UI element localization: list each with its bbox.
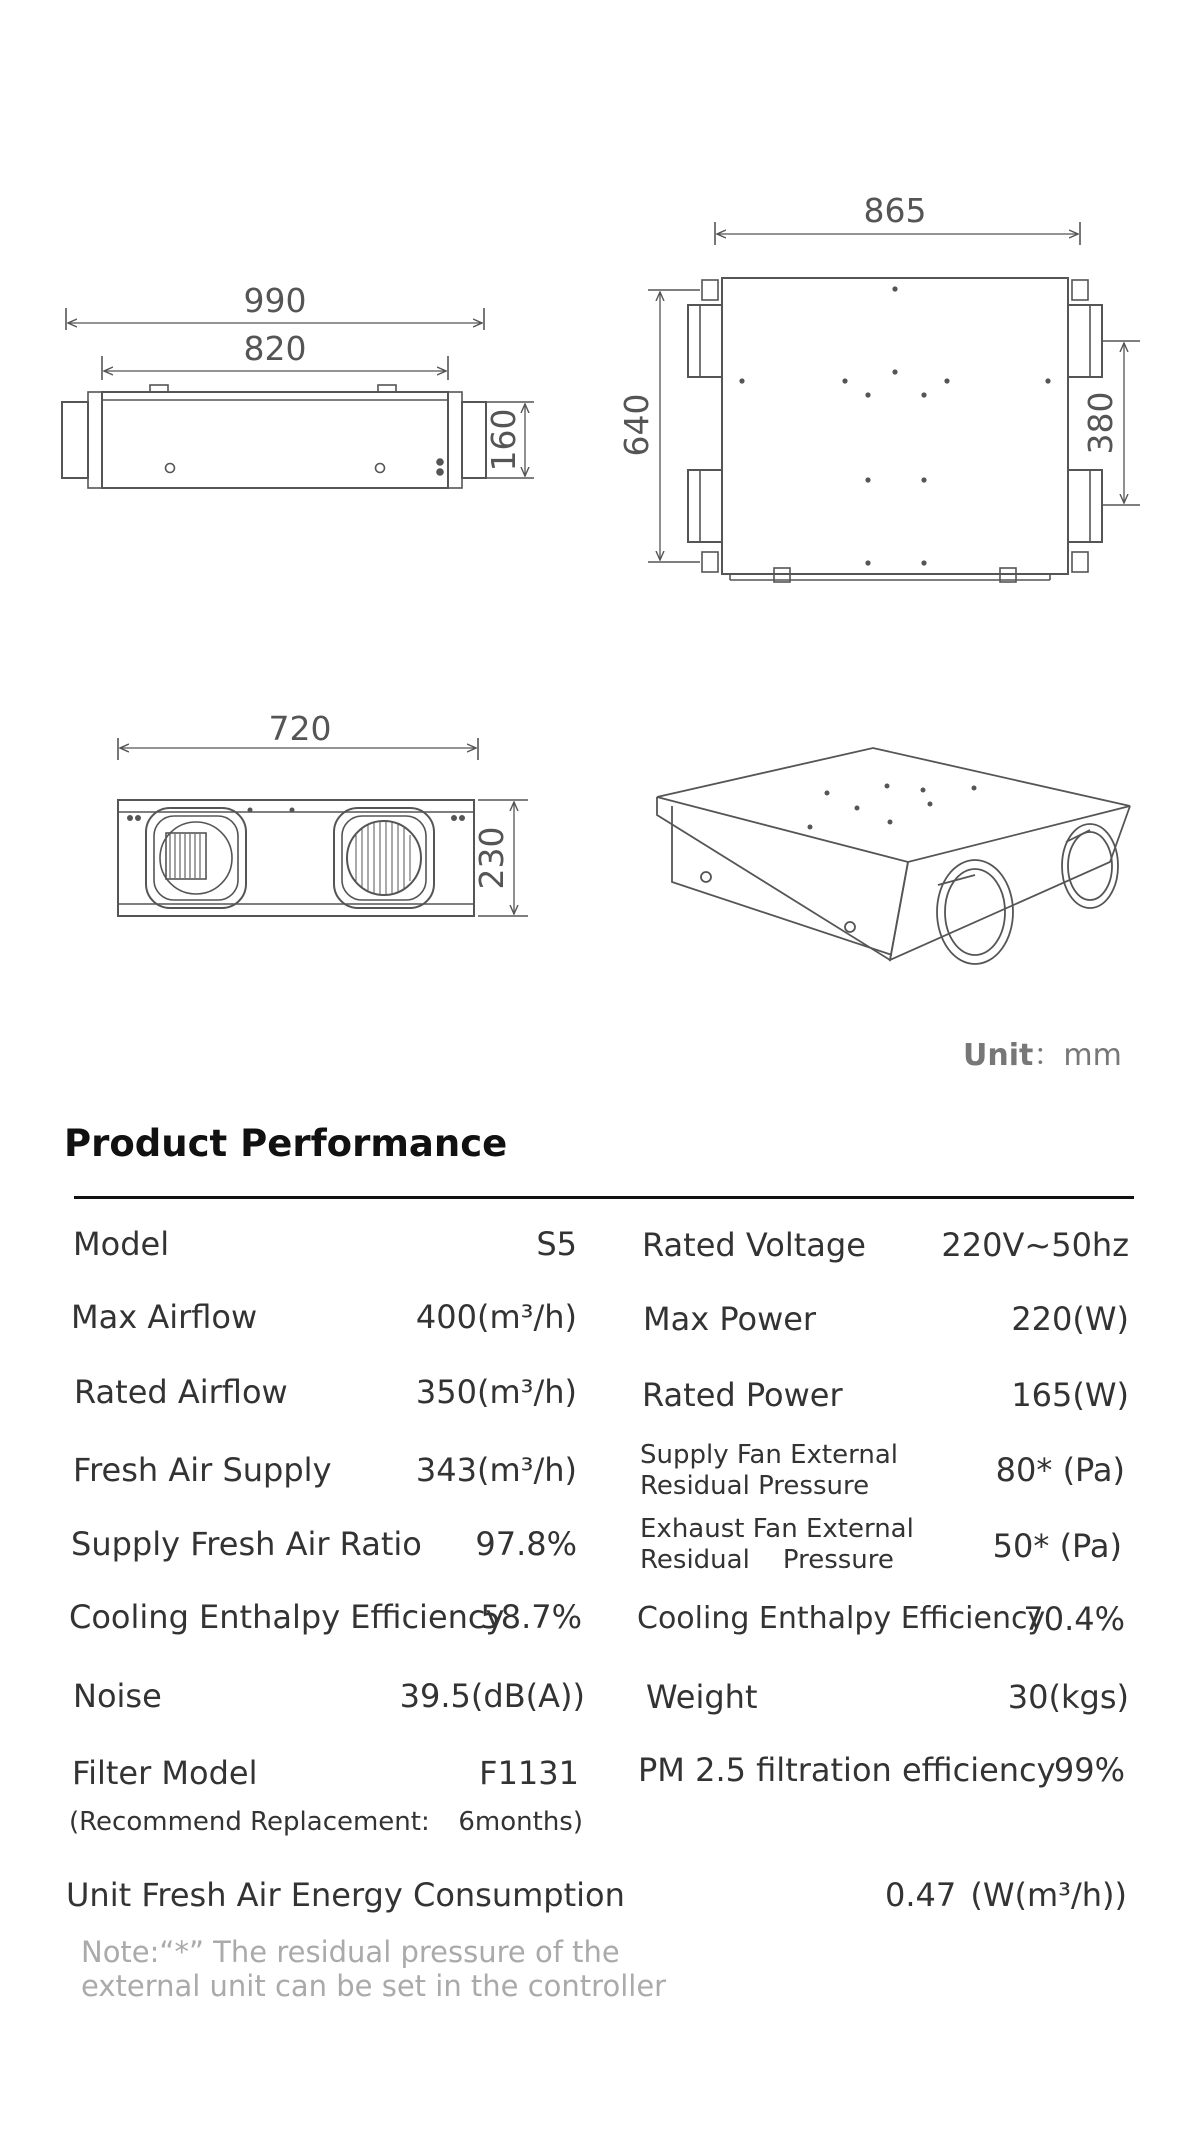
spec-label-weight: Weight	[646, 1678, 758, 1716]
spec-value-rated-airflow: 350(m³/h)	[415, 1373, 577, 1411]
spec-value-exhaust-fan-pressure: 50* (Pa)	[992, 1527, 1122, 1565]
spec-label-rated-power: Rated Power	[642, 1376, 843, 1414]
spec-value-max-power: 220(W)	[1011, 1300, 1129, 1338]
spec-label-pm25-efficiency: PM 2.5 filtration efficiency	[638, 1751, 1056, 1789]
top-view-drawing	[648, 222, 1140, 582]
spec-value-weight: 30(kgs)	[1007, 1678, 1129, 1716]
energy-consumption-unit: (W(m³/h))	[970, 1876, 1127, 1914]
spec-label-noise: Noise	[73, 1677, 162, 1715]
dim-side-overall-width: 990	[243, 281, 307, 320]
spec-label-rated-voltage: Rated Voltage	[642, 1226, 866, 1264]
spec-label-supply-fan-pressure-line1: Supply Fan External	[640, 1440, 898, 1470]
spec-label-filter-model: Filter Model	[72, 1754, 258, 1792]
energy-consumption-value: 0.47	[885, 1876, 957, 1914]
spec-value-model: S5	[536, 1225, 577, 1263]
spec-value-supply-fan-pressure: 80* (Pa)	[995, 1451, 1125, 1489]
spec-value-noise: 39.5(dB(A))	[399, 1677, 585, 1715]
end-view-drawing	[118, 738, 528, 916]
dim-end-height: 230	[472, 826, 511, 890]
spec-label-exhaust-fan-pressure-line2: Residual Pressure	[640, 1545, 894, 1575]
unit-label-text: Unit	[963, 1038, 1034, 1073]
spec-label-exhaust-fan-pressure	[640, 1514, 914, 1576]
energy-consumption-label: Unit Fresh Air Energy Consumption	[66, 1876, 625, 1914]
spec-value-max-airflow: 400(m³/h)	[415, 1298, 577, 1336]
footnote-line2: external unit can be set in the controller	[81, 1969, 667, 2003]
spec-value-fresh-air-supply: 343(m³/h)	[415, 1451, 577, 1489]
spec-label-fresh-air-supply: Fresh Air Supply	[73, 1451, 332, 1489]
spec-value-cooling-enthalpy-right: 70.4%	[1023, 1600, 1125, 1638]
footnote-line1: Note:“*” The residual pressure of the	[81, 1935, 620, 1969]
technical-drawings	[0, 0, 1197, 1010]
section-title: Product Performance	[64, 1122, 508, 1165]
dim-top-width: 865	[863, 191, 927, 230]
dim-top-duct-spacing: 380	[1081, 391, 1120, 455]
spec-label-cooling-enthalpy-right: Cooling Enthalpy Efficiency	[637, 1601, 1046, 1636]
spec-label-max-power: Max Power	[643, 1300, 817, 1338]
dim-end-width: 720	[268, 709, 332, 748]
spec-value-supply-fresh-air-ratio: 97.8%	[475, 1525, 577, 1563]
dim-side-height: 160	[484, 408, 523, 472]
spec-value-rated-voltage: 220V~50hz	[941, 1226, 1129, 1264]
spec-label-max-airflow: Max Airflow	[71, 1298, 258, 1336]
dim-top-depth: 640	[617, 393, 656, 457]
spec-value-filter-model: F1131	[479, 1754, 579, 1792]
spec-value-rated-power: 165(W)	[1011, 1376, 1129, 1414]
spec-label-model: Model	[73, 1225, 170, 1263]
spec-value-pm25-efficiency: 99%	[1053, 1751, 1125, 1789]
spec-label-supply-fan-pressure-line2: Residual Pressure	[640, 1471, 870, 1501]
unit-separator: ：	[1033, 1038, 1064, 1073]
spec-label-supply-fan-pressure	[640, 1440, 898, 1502]
filter-recommend-value: 6months)	[458, 1807, 583, 1837]
unit-label	[963, 1030, 1122, 1074]
unit-value: mm	[1063, 1038, 1122, 1073]
spec-label-cooling-enthalpy-left: Cooling Enthalpy Efficiency	[69, 1598, 505, 1636]
isometric-view-drawing	[657, 748, 1130, 964]
footnote	[81, 1935, 666, 2003]
spec-label-rated-airflow: Rated Airflow	[74, 1373, 288, 1411]
spec-label-supply-fresh-air-ratio: Supply Fresh Air Ratio	[71, 1525, 422, 1563]
spec-label-exhaust-fan-pressure-line1: Exhaust Fan External	[640, 1514, 914, 1544]
spec-value-cooling-enthalpy-left: 58.7%	[480, 1598, 582, 1636]
filter-recommend-label: (Recommend Replacement:	[69, 1807, 430, 1837]
dim-side-body-width: 820	[243, 329, 307, 368]
section-divider	[74, 1196, 1134, 1199]
